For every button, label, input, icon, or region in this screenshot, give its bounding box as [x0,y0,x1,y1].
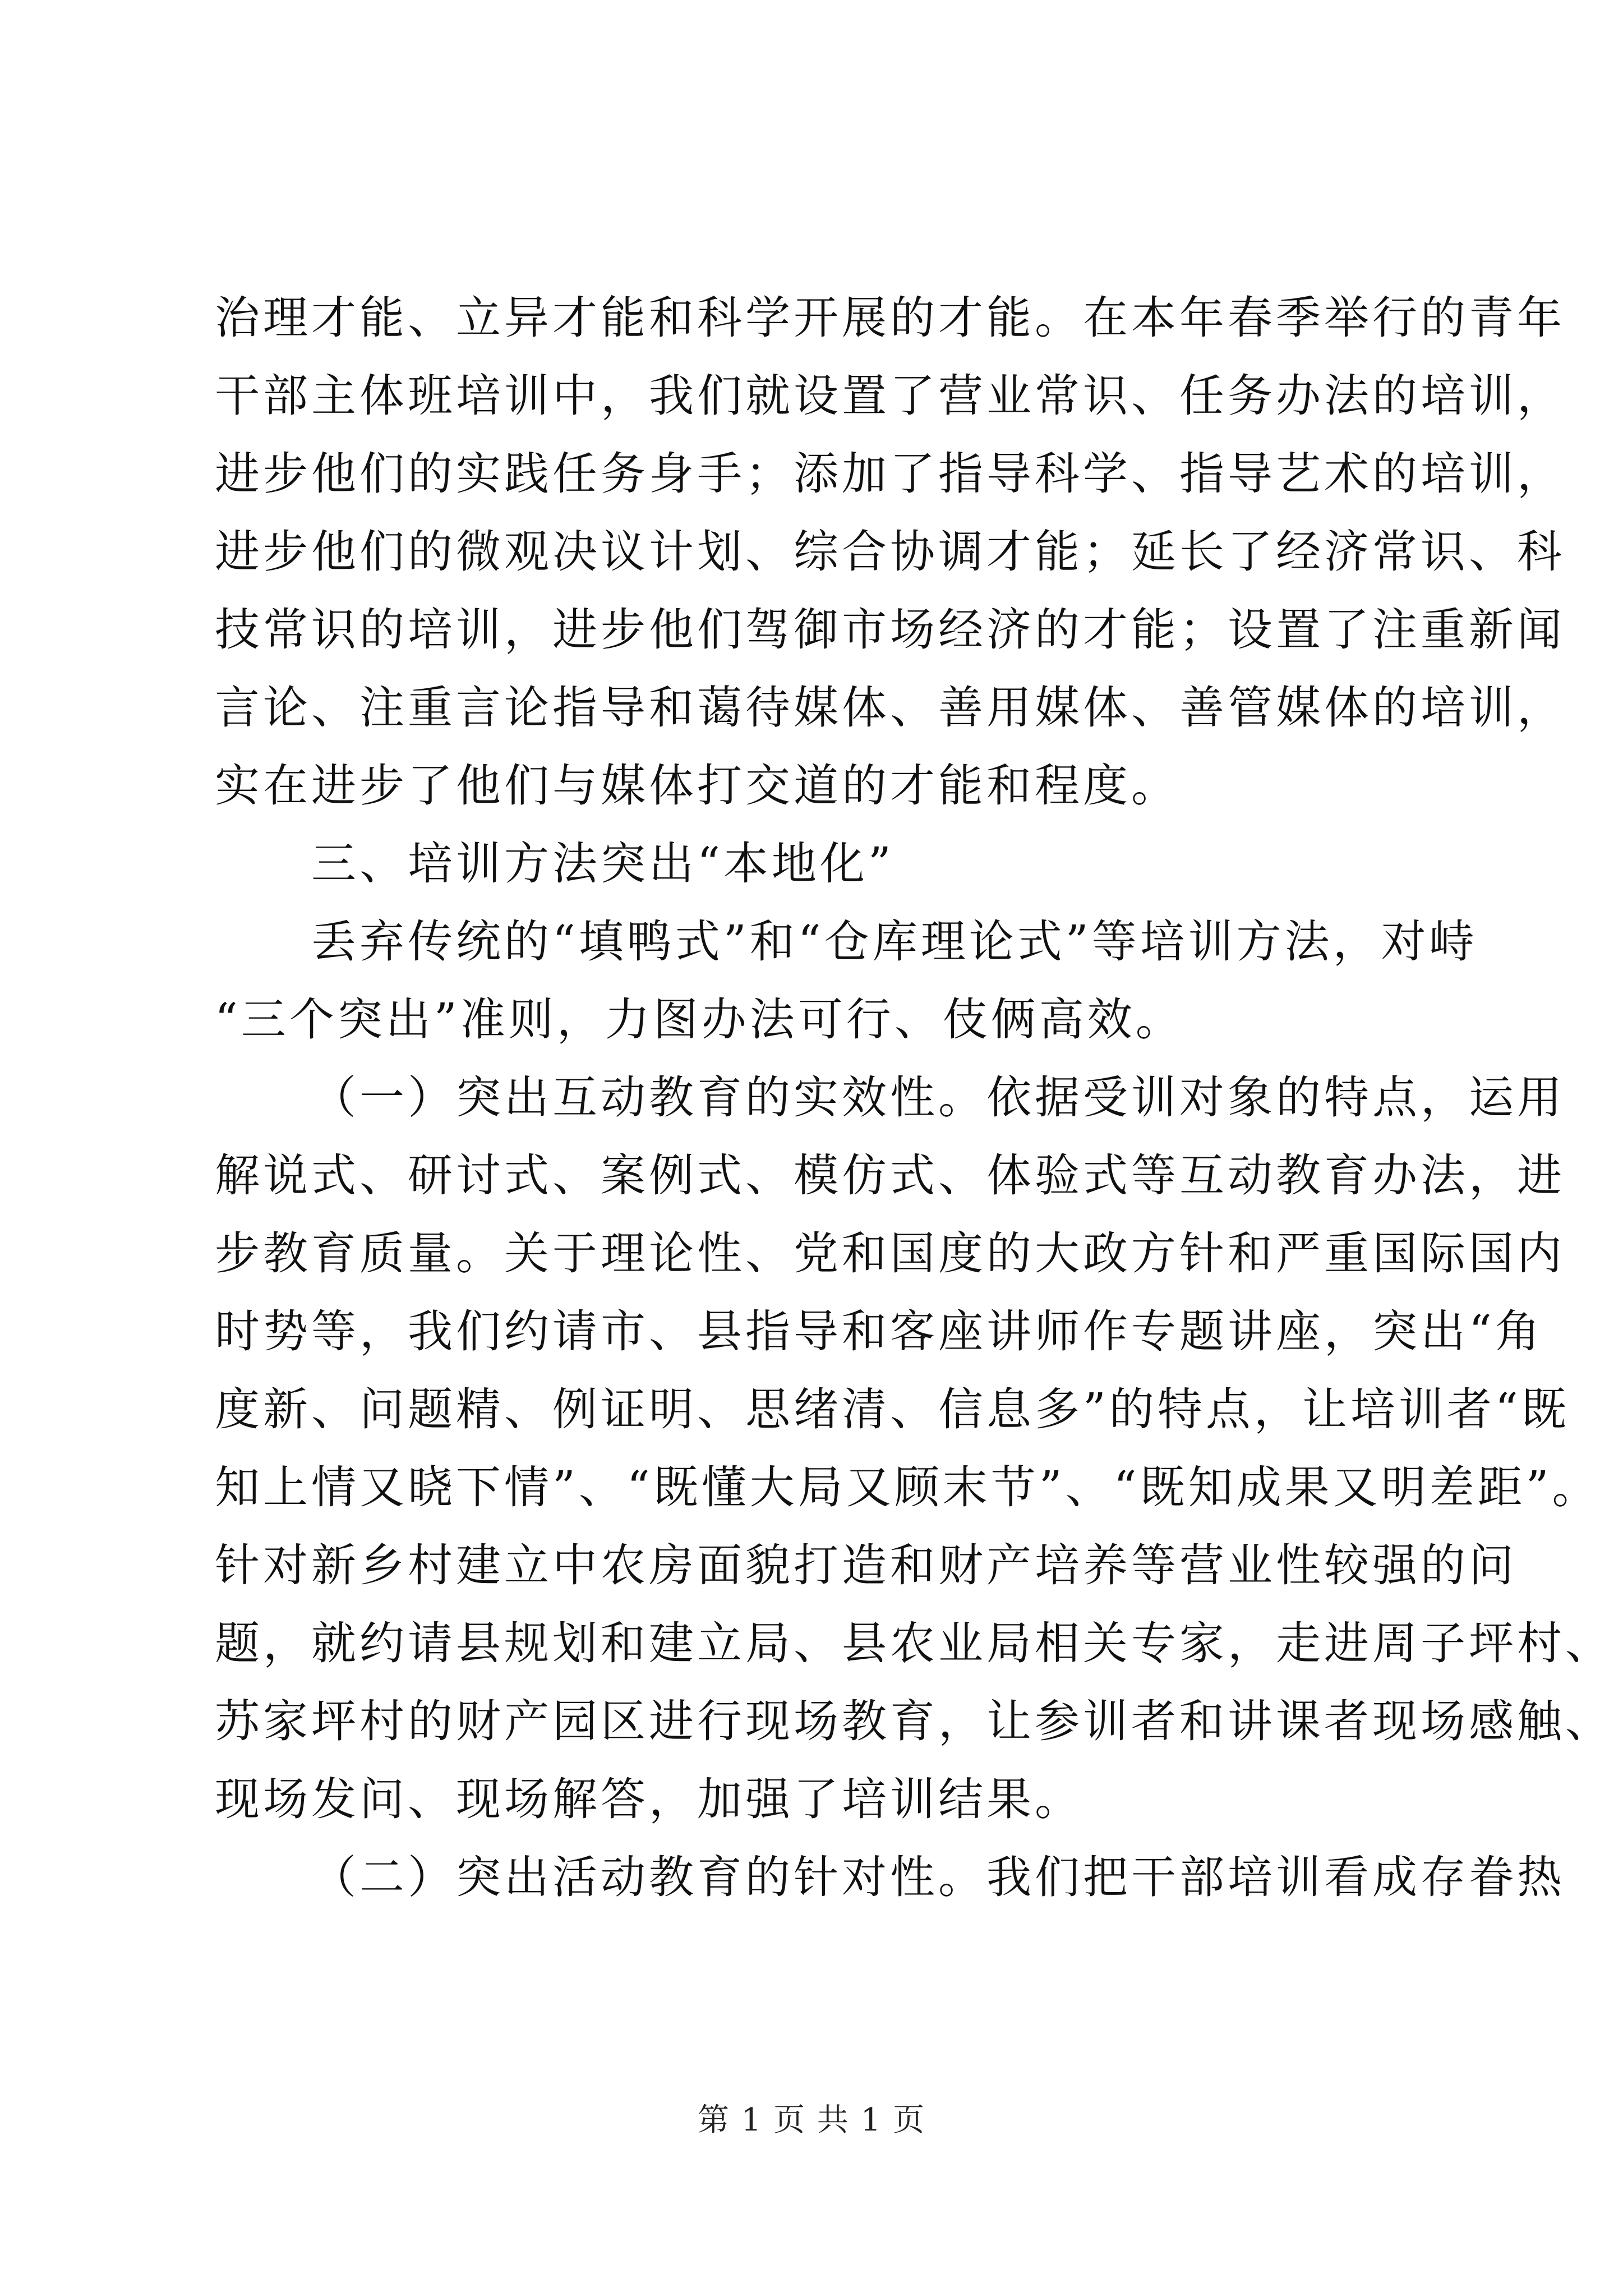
body-line: 步教育质量。关于理论性、党和国度的大政方针和严重国际国内 [215,1227,1565,1280]
body-line: 言论、注重言论指导和蔼待媒体、善用媒体、善管媒体的培训， [215,682,1565,734]
subsection-heading: （一）突出互动教育的实效性。依据受训对象的特点，运用 [311,1071,1565,1124]
body-line: 丢弃传统的“填鸭式”和“仓库理论式”等培训方法，对峙 [311,915,1478,968]
body-line: 度新、问题精、例证明、思绪清、信息多”的特点，让培训者“既 [215,1383,1570,1435]
body-line: 针对新乡村建立中农房面貌打造和财产培养等营业性较强的问 [215,1539,1517,1591]
body-line: 现场发问、现场解答，加强了培训结果。 [215,1773,1083,1825]
body-line: 苏家坪村的财产园区进行现场教育，让参训者和讲课者现场感触、 [215,1695,1613,1747]
body-line: 时势等，我们约请市、县指导和客座讲师作专题讲座，突出“角 [215,1305,1543,1358]
body-line: 知上情又晓下情”、“既懂大局又顾末节”、“既知成果又明差距”。 [215,1461,1601,1513]
body-line: 实在进步了他们与媒体打交道的才能和程度。 [215,760,1179,812]
body-line: 进步他们的微观决议计划、综合协调才能；延长了经济常识、科 [215,526,1565,578]
body-line: 解说式、研讨式、案例式、模仿式、体验式等互动教育办法，进 [215,1149,1565,1202]
body-line: 技常识的培训，进步他们驾御市场经济的才能；设置了注重新闻 [215,604,1565,656]
section-heading: 三、培训方法突出“本地化” [311,838,895,890]
body-line: 干部主体班培训中，我们就设置了营业常识、任务办法的培训， [215,370,1565,422]
body-line: 题，就约请县规划和建立局、县农业局相关专家，走进周子坪村、 [215,1617,1613,1669]
subsection-heading: （二）突出活动教育的针对性。我们把干部培训看成存眷热 [311,1851,1565,1903]
body-line: 进步他们的实践任务身手；添加了指导科学、指导艺术的培训， [215,448,1565,500]
page-footer: 第 1 页 共 1 页 [697,2102,926,2138]
body-line: 治理才能、立异才能和科学开展的才能。在本年春季举行的青年 [215,292,1565,344]
body-line: “三个突出”准则，力图办法可行、伎俩高效。 [215,993,1184,1046]
